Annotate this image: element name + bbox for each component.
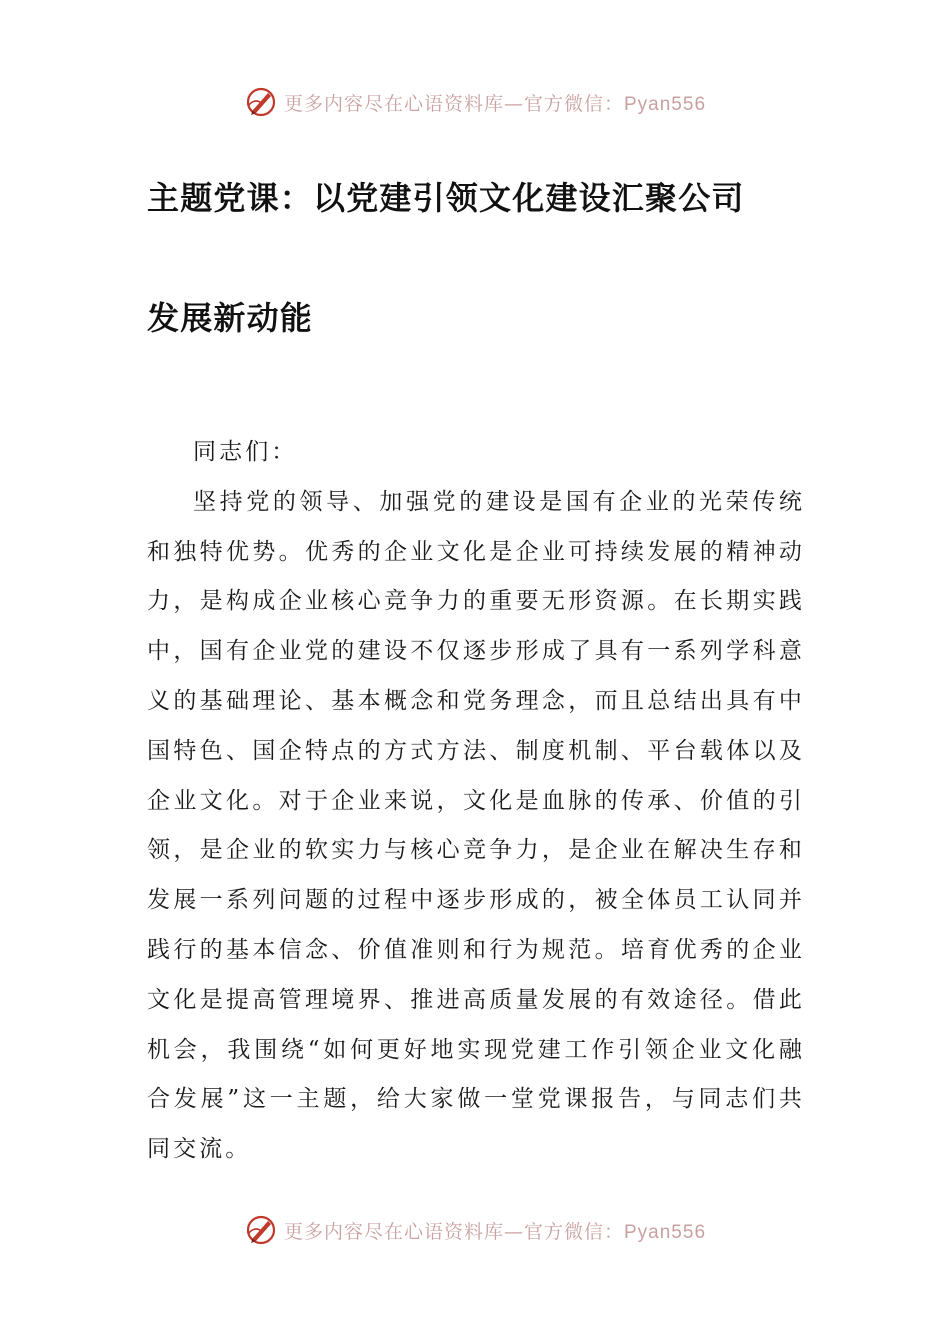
document-title-line-2: 发展新动能 — [147, 299, 314, 337]
header-watermark — [0, 82, 950, 122]
document-title-line-1: 主题党课：以党建引领文化建设汇聚公司 — [147, 179, 745, 217]
watermark-text — [284, 89, 706, 116]
watermark-label: 更多内容尽在心语资料库—官方微信： — [283, 92, 624, 115]
watermark-label: 更多内容尽在心语资料库—官方微信： — [283, 1220, 624, 1243]
document-body — [147, 428, 805, 1175]
watermark-wechat-id: Pyan556 — [624, 1221, 707, 1243]
watermark-text — [284, 1217, 706, 1244]
body-paragraph: 坚持党的领导、加强党的建设是国有企业的光荣传统和独特优势。优秀的企业文化是企业可持续发展的精神动力，是构成企业核心竞争力的重要无形资源。在长期实践中，国有企业党的建设不仅逐步形成了具有一系列学科意义的基础理论、基本概念和党务理念，而且总结出具有中国特色、国企特点的方式方法、制度机制、平台载体以及企业文化。对于企业来说，文化是血脉的传承、价值的引领，是企业的软实力与核心竞争力，是企业在解决生存和发展一系列问题的过程中逐步形成的，被全体员工认同并践行的基本信念、价值准则和行为规范。培育优秀的企业文化是提高管理境界、推进高质量发展的有效途径。借此机会，我围绕“如何更好地实现党建工作引领企业文化融合发展”这一主题，给大家做一堂党课报告，与同志们共同交流。 — [147, 488, 805, 1163]
watermark-wechat-id: Pyan556 — [624, 93, 707, 115]
pen-logo-icon — [244, 85, 278, 119]
pen-logo-icon — [244, 1213, 278, 1247]
salutation: 同志们： — [193, 439, 298, 465]
footer-watermark — [0, 1210, 950, 1250]
